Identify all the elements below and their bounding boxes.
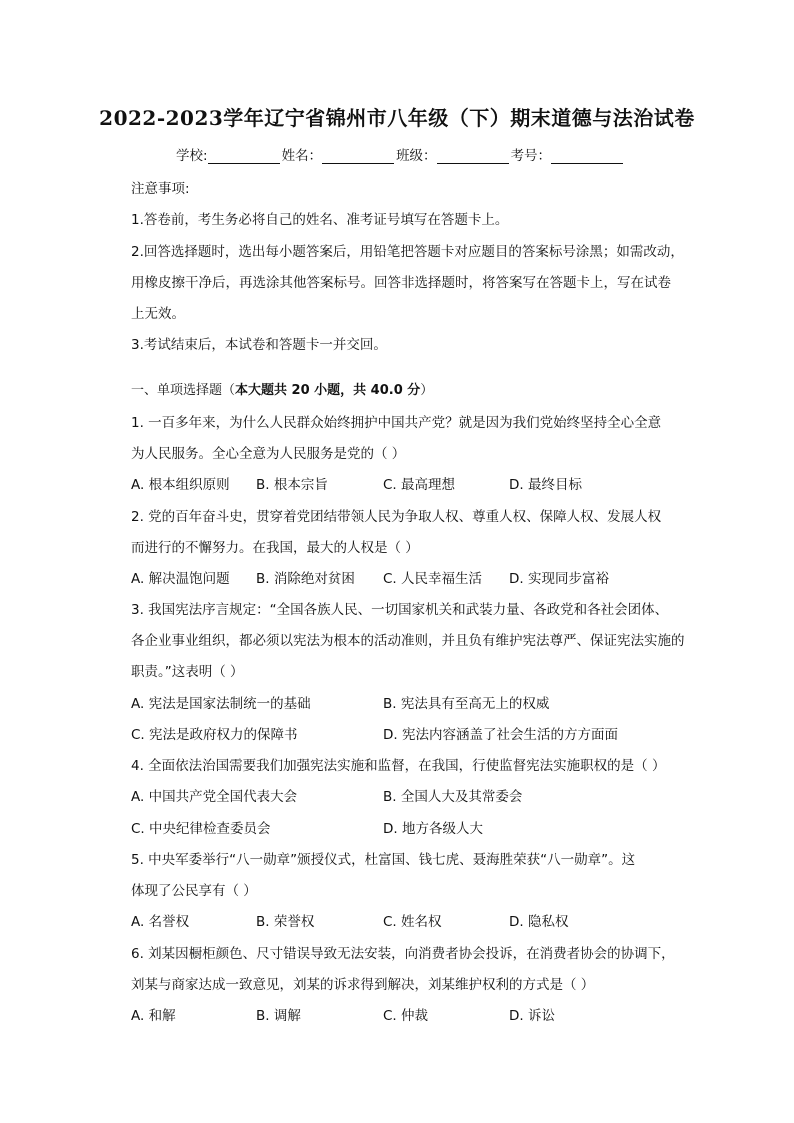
question-4-line-1: 4. 全面依法治国需要我们加强宪法实施和监督，在我国，行使监督宪法实施职权的是（ ）	[131, 758, 666, 774]
question-5-line-1: 5. 中央军委举行“八一勋章”颁授仪式，杜富国、钱七虎、聂海胜荣获“八一勋章”。这	[131, 852, 636, 868]
question-4-option-b: B. 全国人大及其常委会	[383, 789, 523, 805]
question-1-line-2: 为人民服务。全心全意为人民服务是党的（ ）	[131, 446, 406, 462]
question-5-option-b: B. 荣誉权	[256, 914, 315, 930]
section-detail: 本大题共 20 小题，共 40.0 分	[235, 383, 421, 398]
question-5-line-2: 体现了公民享有（ ）	[131, 883, 257, 899]
notice-item-2-line-3: 上无效。	[131, 306, 185, 322]
section-prefix: 一、单项选择题（	[131, 383, 236, 398]
question-3-option-c: C. 宪法是政府权力的保障书	[131, 727, 298, 743]
question-3-option-b: B. 宪法具有至高无上的权威	[383, 696, 550, 712]
name-blank	[322, 149, 394, 164]
question-4-option-c: C. 中央纪律检查委员会	[131, 821, 271, 837]
question-5-option-c: C. 姓名权	[383, 914, 442, 930]
question-1-option-a: A. 根本组织原则	[131, 477, 230, 493]
question-6-option-a: A. 和解	[131, 1008, 176, 1024]
exam-no-label: 考号：	[510, 148, 552, 164]
question-2-line-2: 而进行的不懈努力。在我国，最大的人权是（ ）	[131, 540, 419, 556]
question-1-option-d: D. 最终目标	[509, 477, 582, 493]
question-6-line-2: 刘某与商家达成一致意见，刘某的诉求得到解决，刘某维护权利的方式是（ ）	[131, 977, 595, 993]
question-3-line-1: 3. 我国宪法序言规定：“全国各族人民、一切国家机关和武装力量、各政党和各社会团体、	[131, 602, 669, 618]
question-3-option-d: D. 宪法内容涵盖了社会生活的方方面面	[383, 727, 618, 743]
class-label: 班级：	[396, 148, 437, 164]
question-3-line-3: 职责。”这表明（ ）	[131, 664, 244, 680]
question-6-option-c: C. 仲裁	[383, 1008, 429, 1024]
question-2-line-1: 2. 党的百年奋斗史，贯穿着党团结带领人民为争取人权、尊重人权、保障人权、发展人权	[131, 509, 662, 525]
student-info-row	[176, 144, 625, 164]
section-heading	[131, 379, 433, 398]
question-2-option-b: B. 消除绝对贫困	[256, 571, 355, 587]
question-2-option-a: A. 解决温饱问题	[131, 571, 230, 587]
question-1-line-1: 1. 一百多年来，为什么人民群众始终拥护中国共产党？就是因为我们党始终坚持全心全意	[131, 415, 662, 431]
question-6-line-1: 6. 刘某因橱柜颜色、尺寸错误导致无法安装，向消费者协会投诉，在消费者协会的协调下，	[131, 946, 675, 962]
page-title: 2022-2023学年辽宁省锦州市八年级（下）期末道德与法治试卷	[99, 106, 695, 130]
question-3-option-a: A. 宪法是国家法制统一的基础	[131, 696, 311, 712]
question-4-option-a: A. 中国共产党全国代表大会	[131, 789, 298, 805]
exam-no-blank	[551, 149, 623, 164]
question-6-option-d: D. 诉讼	[509, 1008, 555, 1024]
question-5-option-d: D. 隐私权	[509, 914, 569, 930]
section-suffix: ）	[420, 383, 434, 398]
question-2-option-d: D. 实现同步富裕	[509, 571, 609, 587]
notice-item-1: 1.答卷前，考生务必将自己的姓名、准考证号填写在答题卡上。	[131, 212, 509, 228]
notice-item-2-line-2: 用橡皮擦干净后，再选涂其他答案标号。回答非选择题时，将答案写在答题卡上，写在试卷	[131, 275, 671, 291]
school-label: 学校:	[176, 148, 208, 164]
question-3-line-2: 各企业事业组织，都必须以宪法为根本的活动准则，并且负有维护宪法尊严、保证宪法实施的	[131, 633, 685, 649]
question-2-option-c: C. 人民幸福生活	[383, 571, 483, 587]
question-1-option-b: B. 根本宗旨	[256, 477, 328, 493]
class-blank	[437, 149, 509, 164]
question-5-option-a: A. 名誉权	[131, 914, 190, 930]
notice-heading: 注意事项:	[131, 181, 190, 197]
question-1-option-c: C. 最高理想	[383, 477, 456, 493]
question-6-option-b: B. 调解	[256, 1008, 301, 1024]
notice-item-2-line-1: 2.回答选择题时，选出每小题答案后，用铅笔把答题卡对应题目的答案标号涂黑；如需改动，	[131, 244, 684, 260]
school-blank	[208, 149, 280, 164]
question-4-option-d: D. 地方各级人大	[383, 821, 483, 837]
notice-item-3: 3.考试结束后，本试卷和答题卡一并交回。	[131, 337, 387, 353]
name-label: 姓名：	[281, 148, 323, 164]
